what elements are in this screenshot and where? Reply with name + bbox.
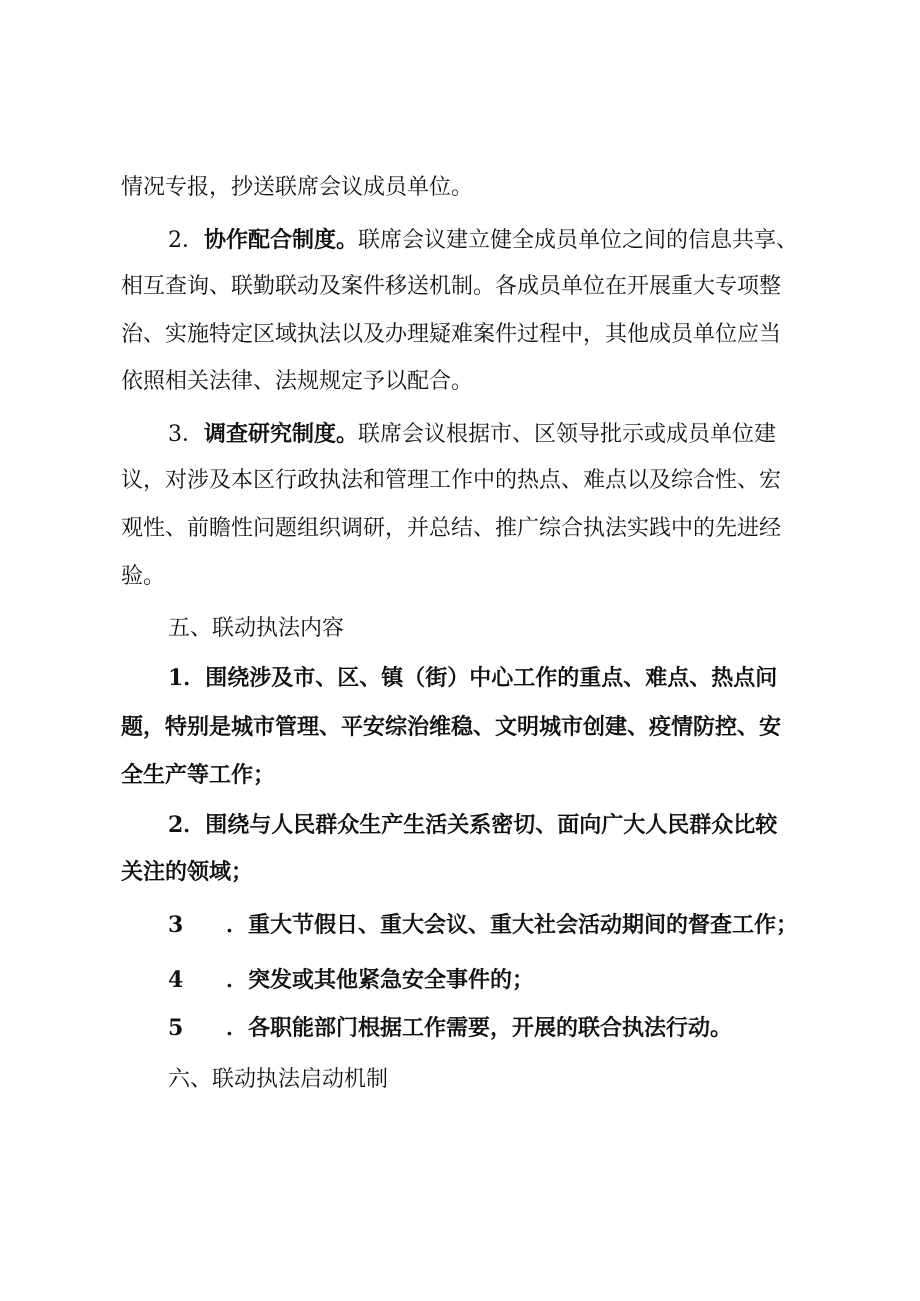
text-span: 验。 — [121, 564, 166, 589]
text-span: 1．围绕涉及市、区、镇（街）中心工作的重点、难点、热点问 — [168, 665, 778, 691]
text-span: 全生产等工作； — [121, 762, 276, 788]
section-5-heading — [168, 614, 344, 644]
item-2-line-2 — [121, 272, 814, 302]
item-3-line-3 — [121, 514, 781, 544]
item-3-line-2 — [121, 466, 781, 496]
section-5-item-3 — [168, 910, 798, 940]
text-span: 六、联动执法启动机制 — [168, 1067, 389, 1092]
item-2-line-1 — [168, 225, 798, 256]
section-5-item-5 — [168, 1013, 732, 1043]
text-span: 议，对涉及本区行政执法和管理工作中的热点、难点以及综合性、宏 — [121, 468, 782, 493]
item-2-text: 联席会议建立健全成员单位之间的信息共享、 — [358, 228, 799, 253]
section-6-heading — [168, 1065, 388, 1095]
text-span: 2．围绕与人民群众生产生活关系密切、面向广大人民群众比较 — [168, 812, 778, 838]
section-5-item-2-line-2 — [121, 857, 253, 887]
item-3-number: 3． — [168, 422, 204, 447]
item-text: ．重大节假日、重大会议、重大社会活动期间的督查工作； — [226, 912, 799, 938]
item-3-title: 调查研究制度。 — [204, 421, 359, 447]
text-span: 观性、前瞻性问题组织调研，并总结、推广综合执法实践中的先进经 — [121, 516, 782, 541]
item-number: 3 — [168, 912, 184, 938]
item-2-line-4 — [121, 367, 473, 397]
section-5-item-1-line-2 — [121, 712, 781, 742]
section-5-item-2-line-1 — [168, 810, 777, 840]
text-span: 五、联动执法内容 — [168, 616, 345, 641]
section-5-item-1-line-3 — [121, 760, 275, 790]
paragraph-continuation — [121, 173, 473, 203]
item-text: ．突发或其他紧急安全事件的； — [226, 967, 535, 993]
text-span: 相互查询、联勤联动及案件移送机制。各成员单位在开展重大专项整 — [121, 274, 782, 299]
text-span: 治、实施特定区域执法以及办理疑难案件过程中，其他成员单位应当 — [121, 322, 782, 347]
text-span: 题，特别是城市管理、平安综治维稳、文明城市创建、疫情防控、安 — [121, 714, 782, 740]
text-span: 关注的领域； — [121, 859, 254, 885]
item-3-line-4 — [121, 562, 165, 592]
section-5-item-4 — [168, 965, 534, 995]
text-span: 依照相关法律、法规规定予以配合。 — [121, 369, 474, 394]
item-3-line-1 — [168, 419, 776, 450]
item-2-title: 协作配合制度。 — [204, 227, 359, 253]
item-3-text: 联席会议根据市、区领导批示或成员单位建 — [358, 422, 777, 447]
section-5-item-1-line-1 — [168, 663, 777, 693]
item-text: ．各职能部门根据工作需要，开展的联合执法行动。 — [226, 1015, 733, 1041]
item-number: 5 — [168, 1015, 184, 1041]
text-span: 情况专报，抄送联席会议成员单位。 — [121, 175, 474, 200]
item-2-line-3 — [121, 320, 781, 350]
item-number: 4 — [168, 967, 184, 993]
item-2-number: 2． — [168, 228, 204, 253]
